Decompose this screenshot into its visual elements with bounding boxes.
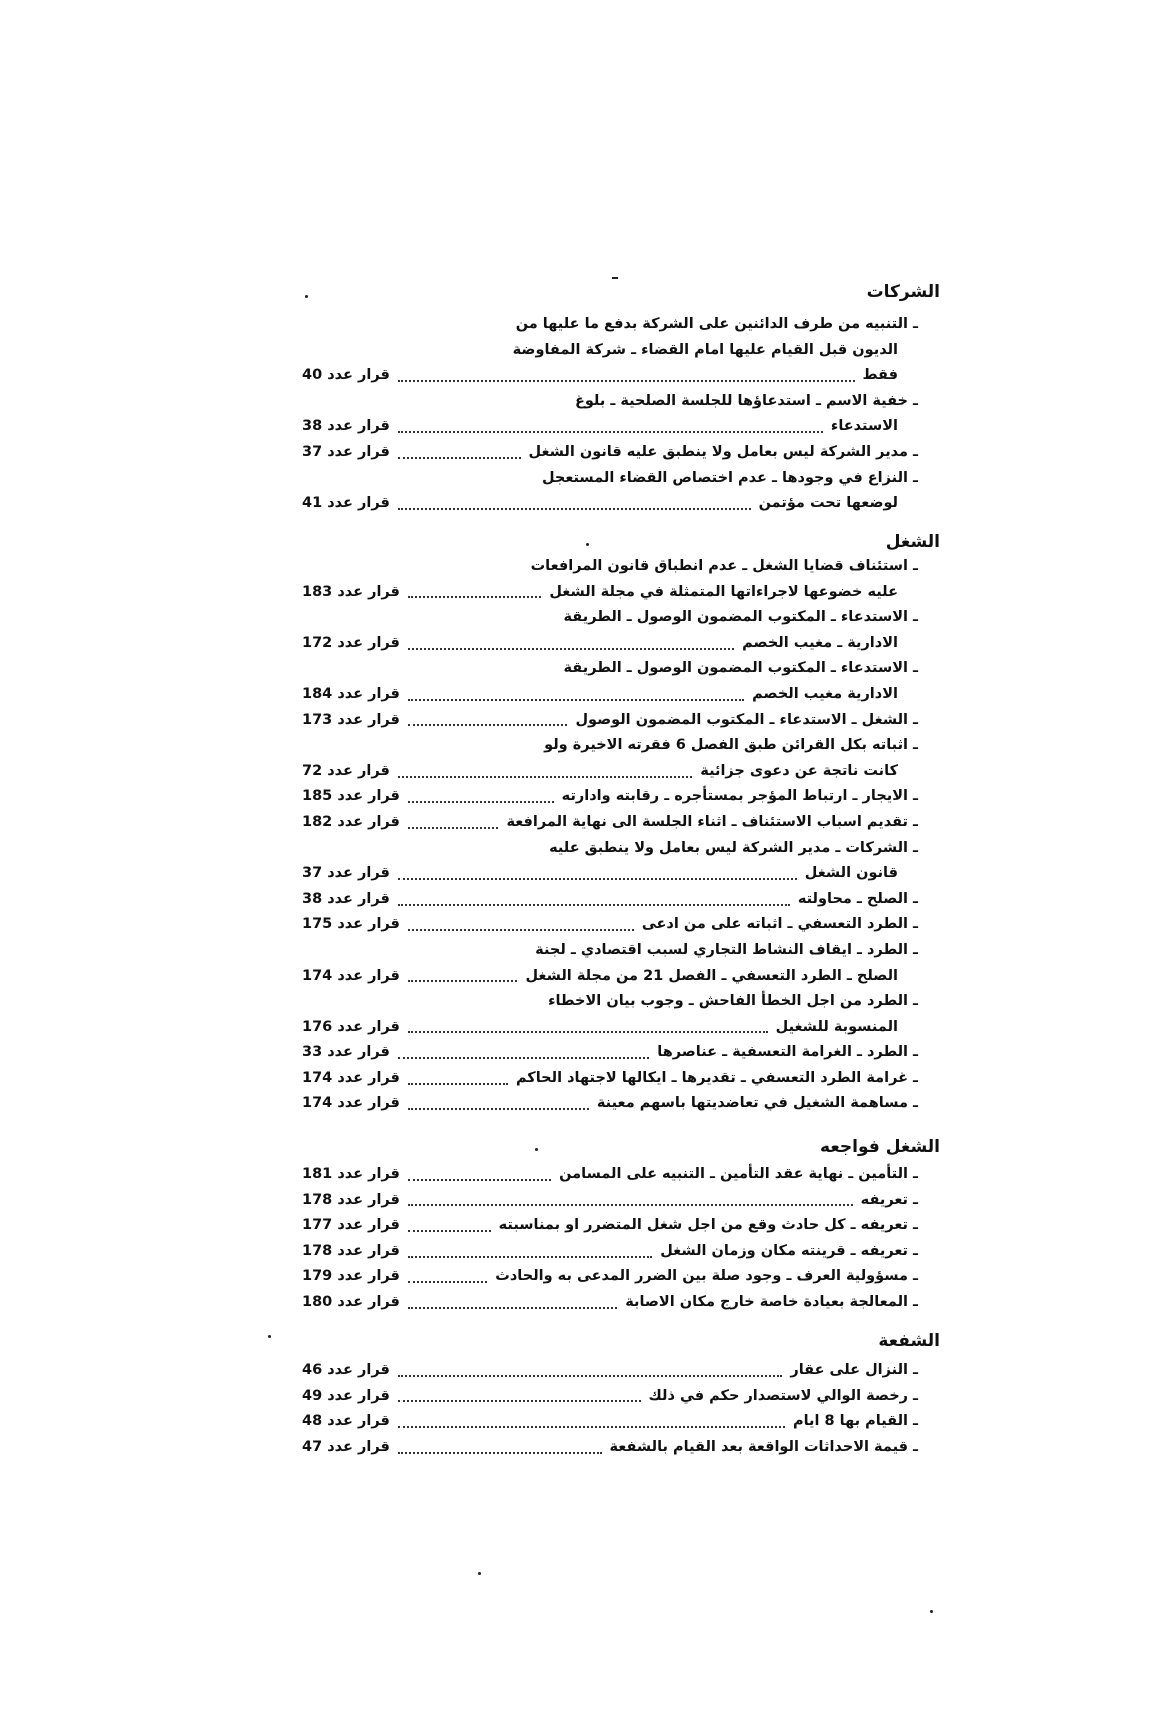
entry-line — [302, 784, 918, 810]
entry-text: ـ التأمين ـ نهاية عقد التأمين ـ التنبيه على المسامن — [559, 1166, 918, 1182]
entry-text: ـ المعالجة بعيادة خاصة خارج مكان الاصابة — [625, 1293, 918, 1310]
dot-leader — [408, 1281, 487, 1283]
entry-line — [302, 810, 918, 836]
entry-text: الاستدعاء — [830, 418, 898, 435]
decision-reference: قرار عدد 38 — [302, 418, 390, 435]
entry-text: ـ الشغل ـ الاستدعاء ـ المكتوب المضمون الوصول — [575, 711, 918, 728]
dot-leader — [408, 980, 518, 982]
decision-reference: قرار عدد 184 — [302, 685, 400, 702]
index-entry — [302, 554, 918, 605]
index-entry — [302, 784, 918, 810]
decision-reference: قرار عدد 183 — [302, 583, 400, 600]
entry-line — [302, 466, 918, 492]
entry-text: ـ القيام بها 8 ايام — [792, 1413, 918, 1430]
entry-text: ـ اثباته بكل القرائن طبق الفصل 6 فقرته الاخيرة ولو — [544, 737, 918, 754]
decision-reference: قرار عدد 179 — [302, 1268, 400, 1285]
entry-text: ـ التنبيه من طرف الدائنين على الشركة بدفع ما عليها من — [515, 316, 918, 332]
scan-speck — [930, 1610, 933, 1613]
entry-text: الصلح ـ الطرد التعسفي ـ الفصل 21 من مجلة الشغل — [525, 967, 898, 984]
entry-text: الديون قبل القيام عليها امام القضاء ـ شركة المفاوضة — [512, 341, 898, 358]
entry-text: ـ النزاع في وجودها ـ عدم اختصاص القضاء المستعجل — [541, 469, 918, 486]
dot-leader — [408, 1031, 768, 1033]
dot-leader — [408, 699, 744, 701]
index-entry — [302, 733, 918, 784]
index-entry — [302, 1091, 918, 1117]
decision-reference: قرار عدد 48 — [302, 1413, 390, 1430]
dot-leader — [398, 457, 521, 459]
decision-reference: قرار عدد 178 — [302, 1242, 400, 1259]
decision-reference: قرار عدد 173 — [302, 711, 400, 728]
index-entry — [302, 1239, 918, 1265]
entry-line — [302, 1290, 918, 1316]
entry-text: ـ النزال على عقار — [790, 1362, 918, 1378]
entry-text: الادارية مغيب الخصم — [752, 685, 898, 702]
index-entry — [302, 810, 918, 836]
dot-leader — [398, 431, 823, 433]
decision-reference: قرار عدد 41 — [302, 495, 390, 512]
dot-leader — [408, 1256, 652, 1258]
entry-line — [302, 733, 918, 759]
entry-text: ـ خفية الاسم ـ استدعاؤها للجلسة الصلحية ـ بلوغ — [574, 392, 918, 409]
entry-line — [302, 1264, 918, 1290]
index-entry — [302, 312, 918, 389]
index-entry — [302, 440, 918, 466]
decision-reference: قرار عدد 174 — [302, 1069, 400, 1086]
entry-line — [302, 554, 918, 580]
decision-reference: قرار عدد 38 — [302, 890, 390, 907]
entry-text: المنسوبة للشغيل — [775, 1018, 898, 1035]
decision-reference: قرار عدد 37 — [302, 865, 390, 882]
entry-line — [302, 861, 918, 887]
section-heading: الشركات — [866, 282, 940, 302]
entry-text: ـ الاستدعاء ـ المكتوب المضمون الوصول ـ الطريقة — [563, 660, 918, 677]
entry-line — [302, 580, 918, 606]
entry-text: كانت ناتجة عن دعوى جزائية — [700, 762, 898, 779]
index-entry — [302, 656, 918, 707]
section-entries — [302, 1162, 918, 1316]
entry-text: ـ الصلح ـ محاولته — [797, 890, 918, 907]
entry-line — [302, 440, 918, 466]
decision-reference: قرار عدد 174 — [302, 1095, 400, 1112]
index-entry — [302, 912, 918, 938]
entry-line — [302, 887, 918, 913]
entry-line — [302, 389, 918, 415]
entry-line — [302, 1409, 918, 1435]
scan-speck — [535, 1148, 538, 1151]
entry-text: ـ مدير الشركة ليس بعامل ولا ينطبق عليه قانون الشغل — [528, 443, 918, 460]
dot-leader — [408, 724, 568, 726]
entry-text: ـ الطرد ـ الغرامة التعسفية ـ عناصرها — [657, 1044, 918, 1061]
entry-text: ـ مسؤولية العرف ـ وجود صلة بين الضرر المدعى به والحادث — [495, 1268, 918, 1285]
entry-text: ـ الاستدعاء ـ المكتوب المضمون الوصول ـ الطريقة — [563, 609, 918, 626]
index-entry — [302, 938, 918, 989]
index-entry — [302, 708, 918, 734]
entry-text: ـ تقديم اسباب الاستئناف ـ اثناء الجلسة الى نهاية المرافعة — [506, 813, 918, 830]
entry-text: ـ غرامة الطرد التعسفي ـ تقديرها ـ ايكالها لاجتهاد الحاكم — [515, 1069, 918, 1086]
entry-text: ـ تعريفه ـ كل حادث وقع من اجل شغل المتضرر او بمناسبته — [498, 1217, 918, 1234]
entry-text: قانون الشغل — [804, 865, 898, 882]
decision-reference: قرار عدد 47 — [302, 1438, 390, 1455]
dot-leader — [408, 929, 634, 931]
entry-line — [302, 912, 918, 938]
scan-speck — [612, 277, 618, 279]
dot-leader — [398, 1057, 649, 1059]
entry-line — [302, 1040, 918, 1066]
entry-line — [302, 759, 918, 785]
entry-line — [302, 1091, 918, 1117]
index-entry — [302, 836, 918, 887]
decision-reference: قرار عدد 40 — [302, 367, 390, 384]
entry-line — [302, 1239, 918, 1265]
decision-reference: قرار عدد 180 — [302, 1293, 400, 1310]
dot-leader — [398, 508, 751, 510]
decision-reference: قرار عدد 72 — [302, 762, 390, 779]
entry-line — [302, 338, 918, 364]
dot-leader — [398, 878, 797, 880]
index-entry — [302, 1435, 918, 1461]
dot-leader — [408, 801, 554, 803]
dot-leader — [408, 1179, 551, 1181]
decision-reference: قرار عدد 177 — [302, 1217, 400, 1234]
dot-leader — [408, 1083, 508, 1085]
entry-text: ـ الشركات ـ مدير الشركة ليس بعامل ولا ينطبق عليه — [549, 839, 918, 856]
entry-line — [302, 1435, 918, 1461]
entry-line — [302, 1162, 918, 1188]
dot-leader — [398, 380, 855, 382]
entry-text: ـ الطرد ـ ايقاف النشاط التجاري لسبب اقتصادي ـ لجنة — [535, 941, 918, 958]
index-entry — [302, 887, 918, 913]
entry-line — [302, 708, 918, 734]
entry-text: ـ الطرد التعسفي ـ اثباته على من ادعى — [641, 916, 918, 933]
decision-reference: قرار عدد 33 — [302, 1044, 390, 1061]
entry-line — [302, 1358, 918, 1384]
index-entry — [302, 1066, 918, 1092]
entry-line — [302, 1188, 918, 1214]
entry-text: ـ تعريفه — [860, 1191, 918, 1208]
section-entries — [302, 1358, 918, 1460]
entry-text: ـ تعريفه ـ قرينته مكان وزمان الشغل — [660, 1242, 918, 1259]
entry-line — [302, 656, 918, 682]
section-heading: الشفعة — [878, 1331, 940, 1351]
entry-line — [302, 682, 918, 708]
dot-leader — [408, 1204, 853, 1206]
decision-reference: قرار عدد 172 — [302, 634, 400, 651]
index-entry — [302, 1358, 918, 1384]
decision-reference: قرار عدد 182 — [302, 813, 400, 830]
entry-text: ـ مساهمة الشغيل في تعاضديتها باسهم معينة — [596, 1095, 918, 1112]
decision-reference: قرار عدد 37 — [302, 443, 390, 460]
entry-text: ـ استئناف قضايا الشغل ـ عدم انطباق قانون المرافعات — [530, 558, 918, 574]
scan-speck — [305, 295, 308, 298]
entry-text: ـ قيمة الاحداثات الواقعة بعد القيام بالشفعة — [609, 1438, 918, 1455]
entry-text: فقط — [862, 367, 898, 384]
decision-reference: قرار عدد 178 — [302, 1191, 400, 1208]
entry-line — [302, 1015, 918, 1041]
entry-line — [302, 414, 918, 440]
scan-speck — [586, 543, 589, 546]
index-entry — [302, 1264, 918, 1290]
decision-reference: قرار عدد 49 — [302, 1387, 390, 1404]
index-entry — [302, 989, 918, 1040]
entry-line — [302, 312, 918, 338]
decision-reference: قرار عدد 185 — [302, 788, 400, 805]
entry-line — [302, 938, 918, 964]
dot-leader — [408, 1108, 589, 1110]
dot-leader — [408, 1230, 491, 1232]
entry-text: ـ رخصة الوالي لاستصدار حكم في ذلك — [648, 1387, 918, 1404]
scan-speck — [268, 1335, 271, 1338]
entry-line — [302, 989, 918, 1015]
index-entry — [302, 1409, 918, 1435]
dot-leader — [398, 776, 692, 778]
decision-reference: قرار عدد 46 — [302, 1362, 390, 1378]
entry-line — [302, 631, 918, 657]
dot-leader — [408, 648, 734, 650]
index-entry — [302, 389, 918, 440]
entry-text: لوضعها تحت مؤتمن — [758, 495, 898, 512]
entry-text: عليه خضوعها لاجراءاتها المتمثلة في مجلة الشغل — [549, 583, 898, 600]
dot-leader — [398, 1375, 783, 1377]
entry-line — [302, 1384, 918, 1410]
index-entry — [302, 1162, 918, 1188]
entry-line — [302, 491, 918, 517]
decision-reference: قرار عدد 174 — [302, 967, 400, 984]
index-entry — [302, 1290, 918, 1316]
index-entry — [302, 1384, 918, 1410]
section-entries — [302, 312, 918, 517]
section-heading: الشغل فواجعه — [820, 1137, 940, 1157]
entry-line — [302, 1213, 918, 1239]
index-entry — [302, 1213, 918, 1239]
entry-line — [302, 1066, 918, 1092]
index-entry — [302, 605, 918, 656]
dot-leader — [398, 1400, 641, 1402]
scan-speck — [478, 1572, 481, 1575]
section-heading: الشغل — [885, 532, 940, 552]
section-entries — [302, 554, 918, 1117]
dot-leader — [408, 827, 499, 829]
dot-leader — [408, 1307, 617, 1309]
entry-line — [302, 605, 918, 631]
decision-reference: قرار عدد 181 — [302, 1166, 400, 1182]
dot-leader — [398, 1452, 602, 1454]
decision-reference: قرار عدد 176 — [302, 1018, 400, 1035]
index-entry — [302, 1040, 918, 1066]
dot-leader — [398, 1426, 785, 1428]
entry-line — [302, 836, 918, 862]
dot-leader — [408, 596, 541, 598]
entry-line — [302, 363, 918, 389]
entry-line — [302, 964, 918, 990]
entry-text: الادارية ـ مغيب الخصم — [742, 634, 898, 651]
entry-text: ـ الايجار ـ ارتباط المؤجر بمستأجره ـ رقابته وادارته — [561, 788, 918, 805]
dot-leader — [398, 904, 790, 906]
index-entry — [302, 466, 918, 517]
index-entry — [302, 1188, 918, 1214]
entry-text: ـ الطرد من اجل الخطأ الفاحش ـ وجوب بيان الاخطاء — [548, 993, 918, 1010]
decision-reference: قرار عدد 175 — [302, 916, 400, 933]
